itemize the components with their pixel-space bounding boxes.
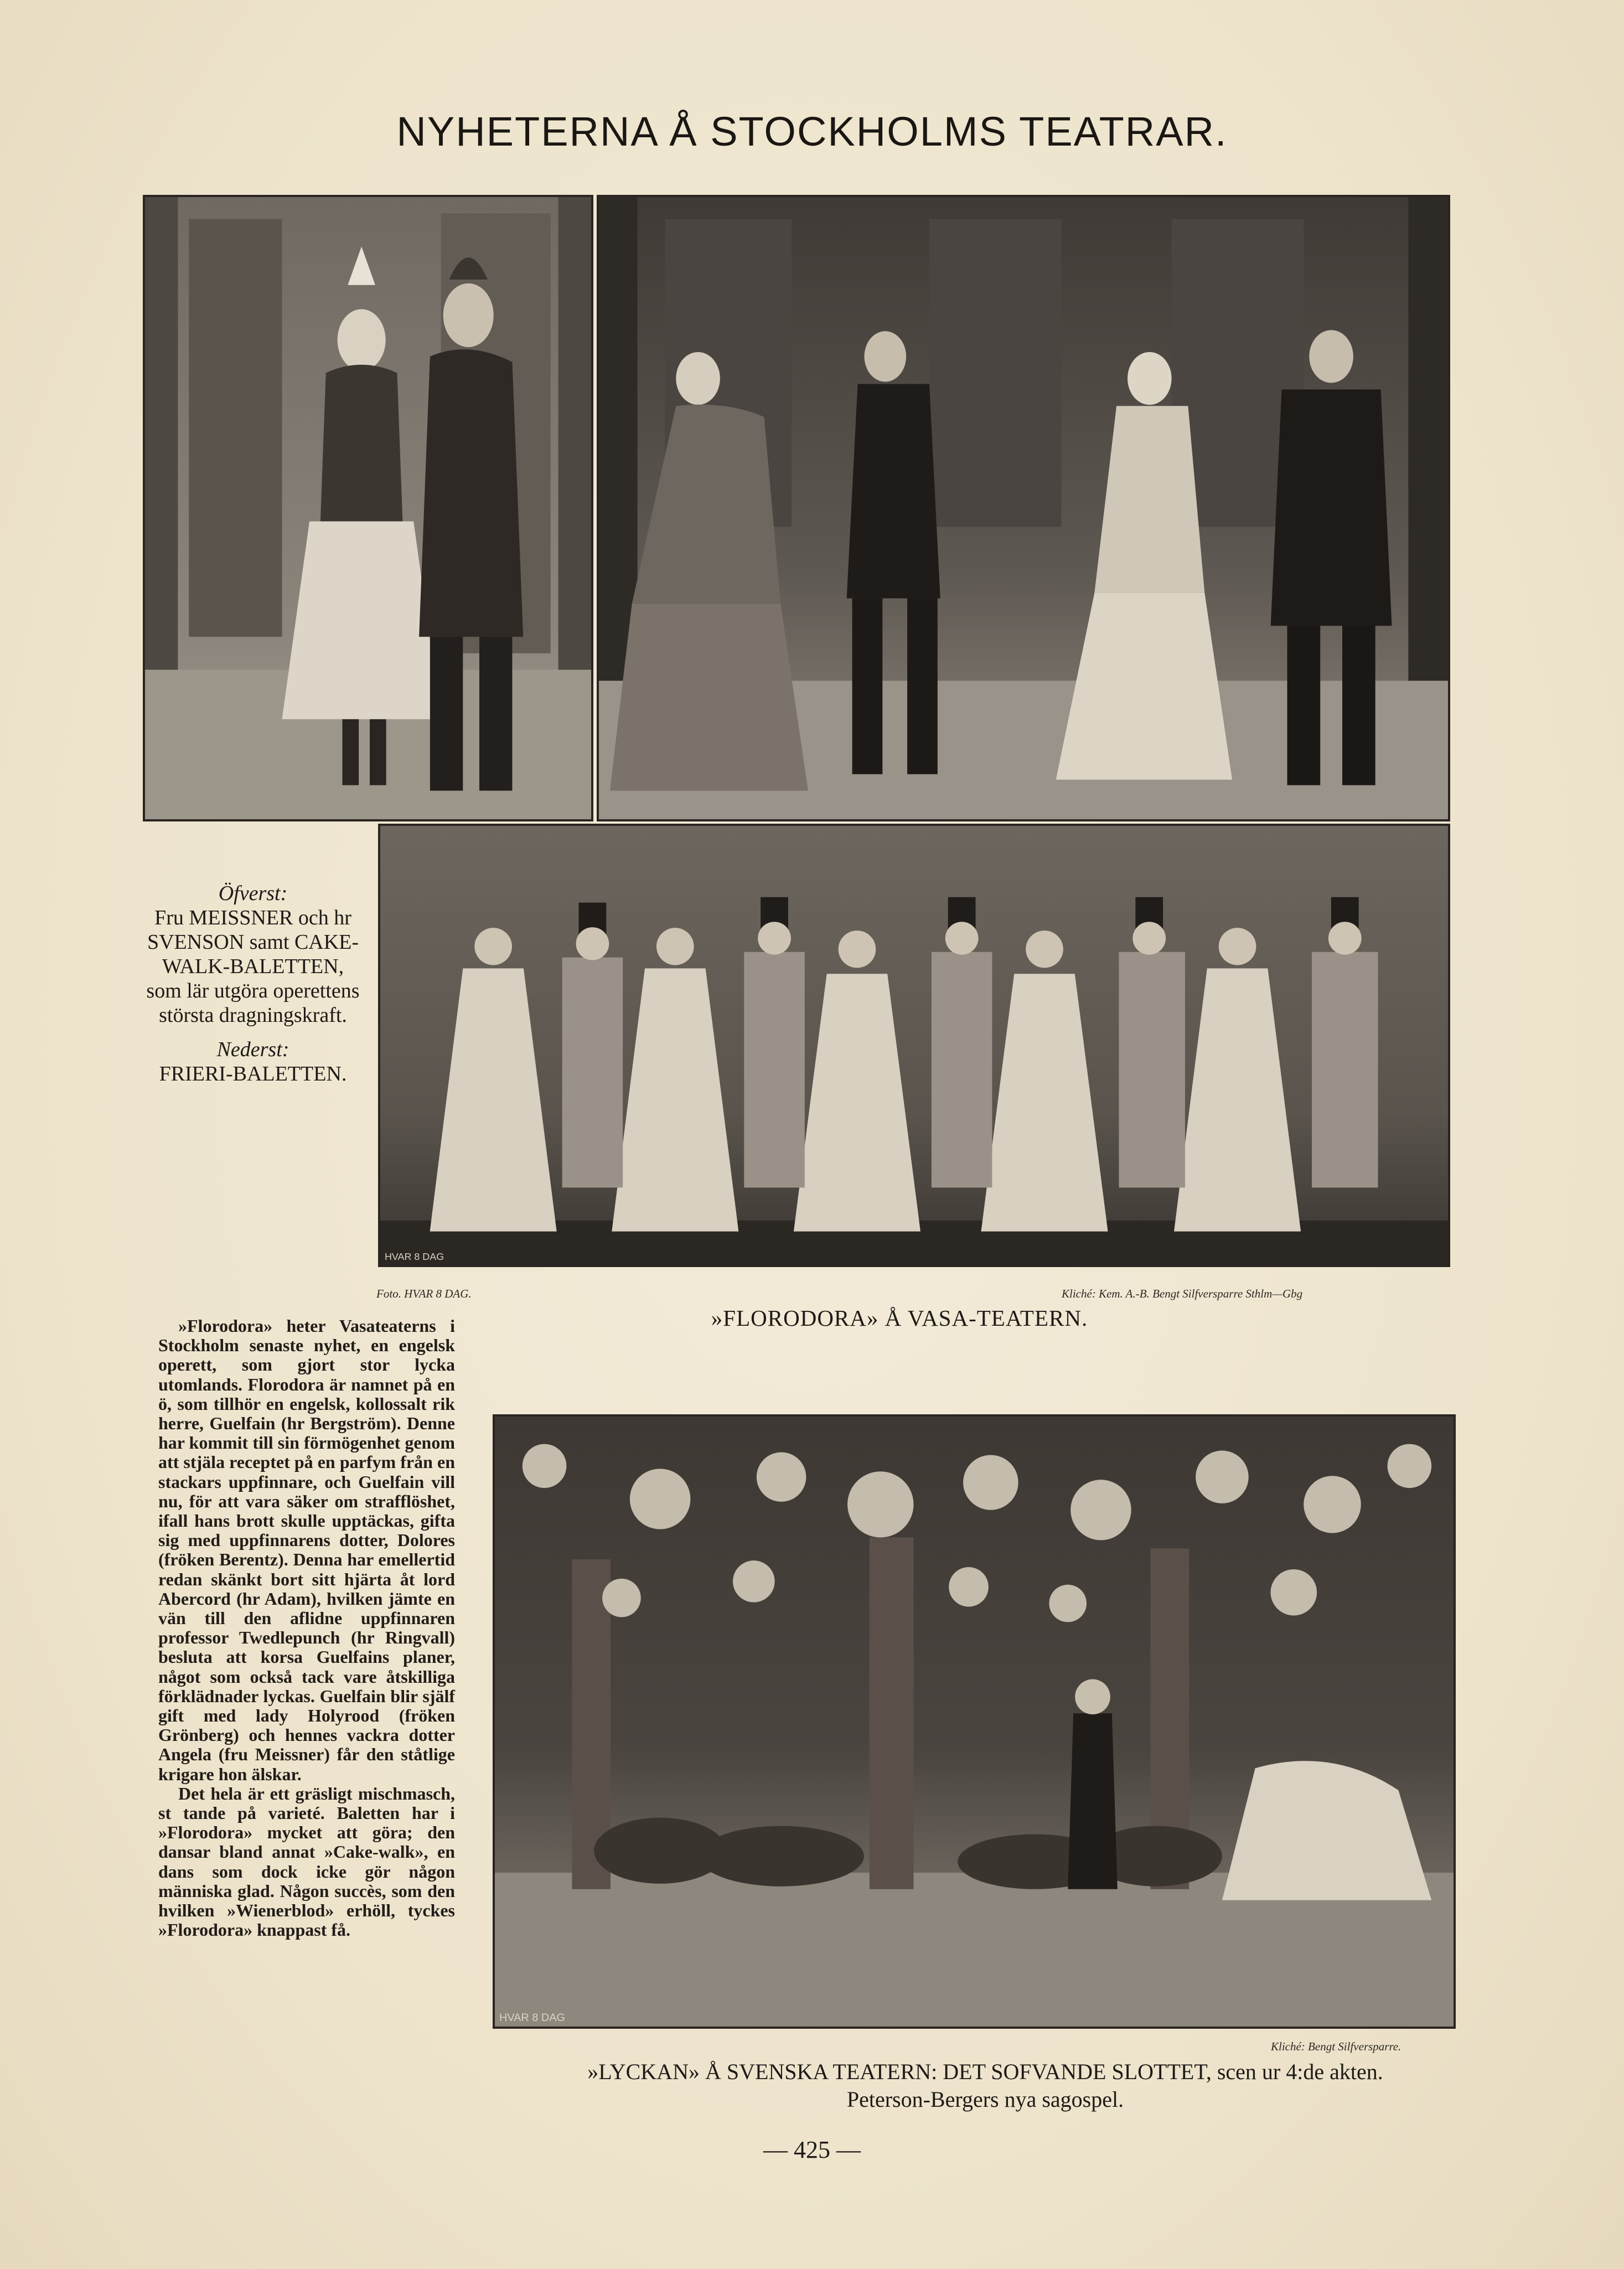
caption-bottom-text: FRIERI-BALETTEN. <box>159 1062 347 1086</box>
florodora-caption: »FLORODORA» Å VASA-TEATERN. <box>711 1305 1088 1331</box>
photo-cake-walk-ballet <box>597 195 1450 821</box>
photo-lyckan-scene <box>493 1414 1456 2029</box>
article-paragraph-1: »Florodora» heter Vasateaterns i Stockholm senaste nyhet, en engelsk operett, som gjort stor lycka utomlands. Florodora är namnet på en ö, som tillhör en engelsk, kollossalt rik herre, Guelfain (hr Bergström). Denne har kommit till sin förmögenhet genom att stjäla receptet på en parfym från en stackars uppfinnare, och Guelfain vill nu, för att vara säker om strafflöshet, ifall hans brott skulle upptäckas, gifta sig med uppfinnarens dotter, Dolores (fröken Berentz). Denna har emellertid redan skänkt bort sitt hjärta åt lord Abercord (hr Adam), hvilken jämte en vän till den aflidne uppfinnaren professor Twedlepunch (hr Ringvall) besluta att korsa Guelfains planer, något som också tack vare åtskilliga förklädnader lyckas. Guelfain blir själf gift med lady Holyrood (fröken Grönberg) och hennes vackra dotter Angela (fru Meissner) får den ståtlige krigare hon älskar. <box>158 1316 455 1784</box>
photo-meissner-svenson <box>143 195 593 821</box>
photo-credit-kliche: Kliché: Kem. A.-B. Bengt Silfversparre Sthlm—Gbg <box>1062 1287 1303 1300</box>
lyckan-caption <box>487 2058 1483 2113</box>
photo-watermark-1: HVAR 8 DAG <box>384 1251 444 1263</box>
photo-frieri-ballet <box>378 824 1450 1267</box>
photo-credit-foto: Foto. HVAR 8 DAG. <box>376 1287 472 1300</box>
caption-top-heading: Öfverst: <box>218 882 288 905</box>
photo-watermark-2: HVAR 8 DAG <box>499 2012 566 2024</box>
caption-bottom-heading: Nederst: <box>216 1038 289 1061</box>
lyckan-caption-line1: »LYCKAN» Å SVENSKA TEATERN: DET SOFVANDE SLOTTET, scen ur 4:de akten. <box>587 2059 1383 2084</box>
caption-top-text: Fru MEISSNER och hr SVENSON samt CAKE-WALK-BALETTEN, som lär utgöra operettens största dragningskraft. <box>146 906 360 1027</box>
photo-credit-silfversparre: Kliché: Bengt Silfversparre. <box>1271 2040 1401 2053</box>
article-text <box>158 1316 455 1940</box>
photo-caption-left <box>145 881 361 1086</box>
lyckan-caption-line2: Peterson-Bergers nya sagospel. <box>846 2087 1124 2112</box>
page-number: — 425 — <box>763 2136 861 2163</box>
article-paragraph-2: Det hela är ett gräsligt mischmasch, st tande på varieté. Baletten har i »Florodora» mycket att göra; den dansar bland annat »Cake-walk», en dans som dock icke gör någon människa glad. Någon succès, som den hvilken »Wienerblod» erhöll, tyckes »Florodora» knappast få. <box>158 1783 455 1940</box>
page-title: NYHETERNA Å STOCKHOLMS TEATRAR. <box>396 108 1228 154</box>
